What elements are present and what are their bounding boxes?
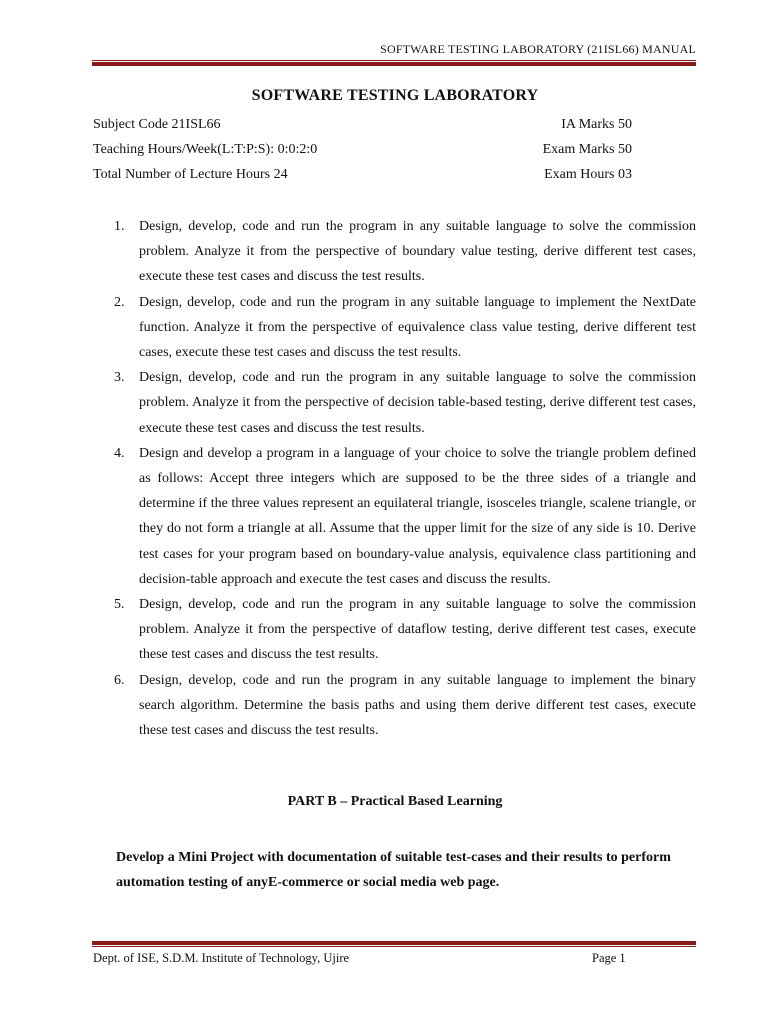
exam-marks: Exam Marks 50 xyxy=(542,142,632,157)
header-text: SOFTWARE TESTING LABORATORY (21ISL66) MANUAL xyxy=(380,42,696,56)
item-number: 5. xyxy=(114,597,125,613)
item-text: Design, develop, code and run the program in any suitable language to implement the NextDate function. Analyze it from the perspective of equivalence class value testing, derive different test cases, execute these test cases and discuss the test results. xyxy=(139,294,696,361)
page-number: Page 1 xyxy=(592,951,626,965)
experiment-list xyxy=(114,214,696,743)
list-item xyxy=(114,592,696,668)
subject-code: Subject Code 21ISL66 xyxy=(93,117,221,132)
mini-project-text: Develop a Mini Project with documentation of suitable test-cases and their results to perform automation testing of anyE-commerce or social media web page. xyxy=(116,850,671,890)
meta-row-subject xyxy=(93,117,632,137)
item-number: 4. xyxy=(114,445,125,461)
item-text: Design and develop a program in a language of your choice to solve the triangle problem defined as follows: Accept three integers which are supposed to be the three sides of a triangle and determine if the three values represent an equilateral triangle, isosceles triangle, scalene triangle, or they do not form a triangle at all. Assume that the upper limit for the size of any side is 10. Derive test cases for your program based on boundary-value analysis, equivalence class partitioning and decision-table approach and execute the test cases and discuss the results. xyxy=(139,445,696,587)
item-number: 2. xyxy=(114,294,125,310)
meta-row-lecture xyxy=(93,167,632,187)
footer-dept: Dept. of ISE, S.D.M. Institute of Technology, Ujire xyxy=(93,951,350,965)
part-b-heading: PART B – Practical Based Learning xyxy=(287,794,503,809)
footer-rule-thin xyxy=(92,946,696,947)
ia-marks: IA Marks 50 xyxy=(561,117,632,132)
teaching-hours: Teaching Hours/Week(L:T:P:S): 0:0:2:0 xyxy=(93,142,318,157)
item-text: Design, develop, code and run the program in any suitable language to solve the commission problem. Analyze it from the perspective of decision table-based testing, derive different test cases, execute these test cases and discuss the test results. xyxy=(139,370,696,436)
item-number: 3. xyxy=(114,370,125,386)
exam-hours: Exam Hours 03 xyxy=(544,167,632,182)
header-rule-thick xyxy=(92,62,696,66)
item-number: 6. xyxy=(114,672,125,688)
list-item xyxy=(114,214,696,290)
footer-rule-thick xyxy=(92,941,696,945)
item-text: Design, develop, code and run the program in any suitable language to solve the commission problem. Analyze it from the perspective of boundary value testing, derive different test cases, execute these test cases and discuss the test results. xyxy=(139,219,696,285)
header-rule-thin xyxy=(92,60,696,61)
page-title: SOFTWARE TESTING LABORATORY xyxy=(251,87,539,104)
item-number: 1. xyxy=(114,219,125,234)
meta-row-hours xyxy=(93,142,632,162)
list-item xyxy=(114,290,696,366)
list-item xyxy=(114,668,696,744)
lecture-hours: Total Number of Lecture Hours 24 xyxy=(93,167,288,182)
item-text: Design, develop, code and run the program in any suitable language to implement the binary search algorithm. Determine the basis paths and using them derive different test cases, execute these test cases and discuss the test results. xyxy=(139,672,696,739)
list-item xyxy=(114,441,696,592)
list-item xyxy=(114,365,696,441)
item-text: Design, develop, code and run the program in any suitable language to solve the commission problem. Analyze it from the perspective of dataflow testing, derive different test cases, execute these test cases and discuss the test results. xyxy=(139,597,696,663)
